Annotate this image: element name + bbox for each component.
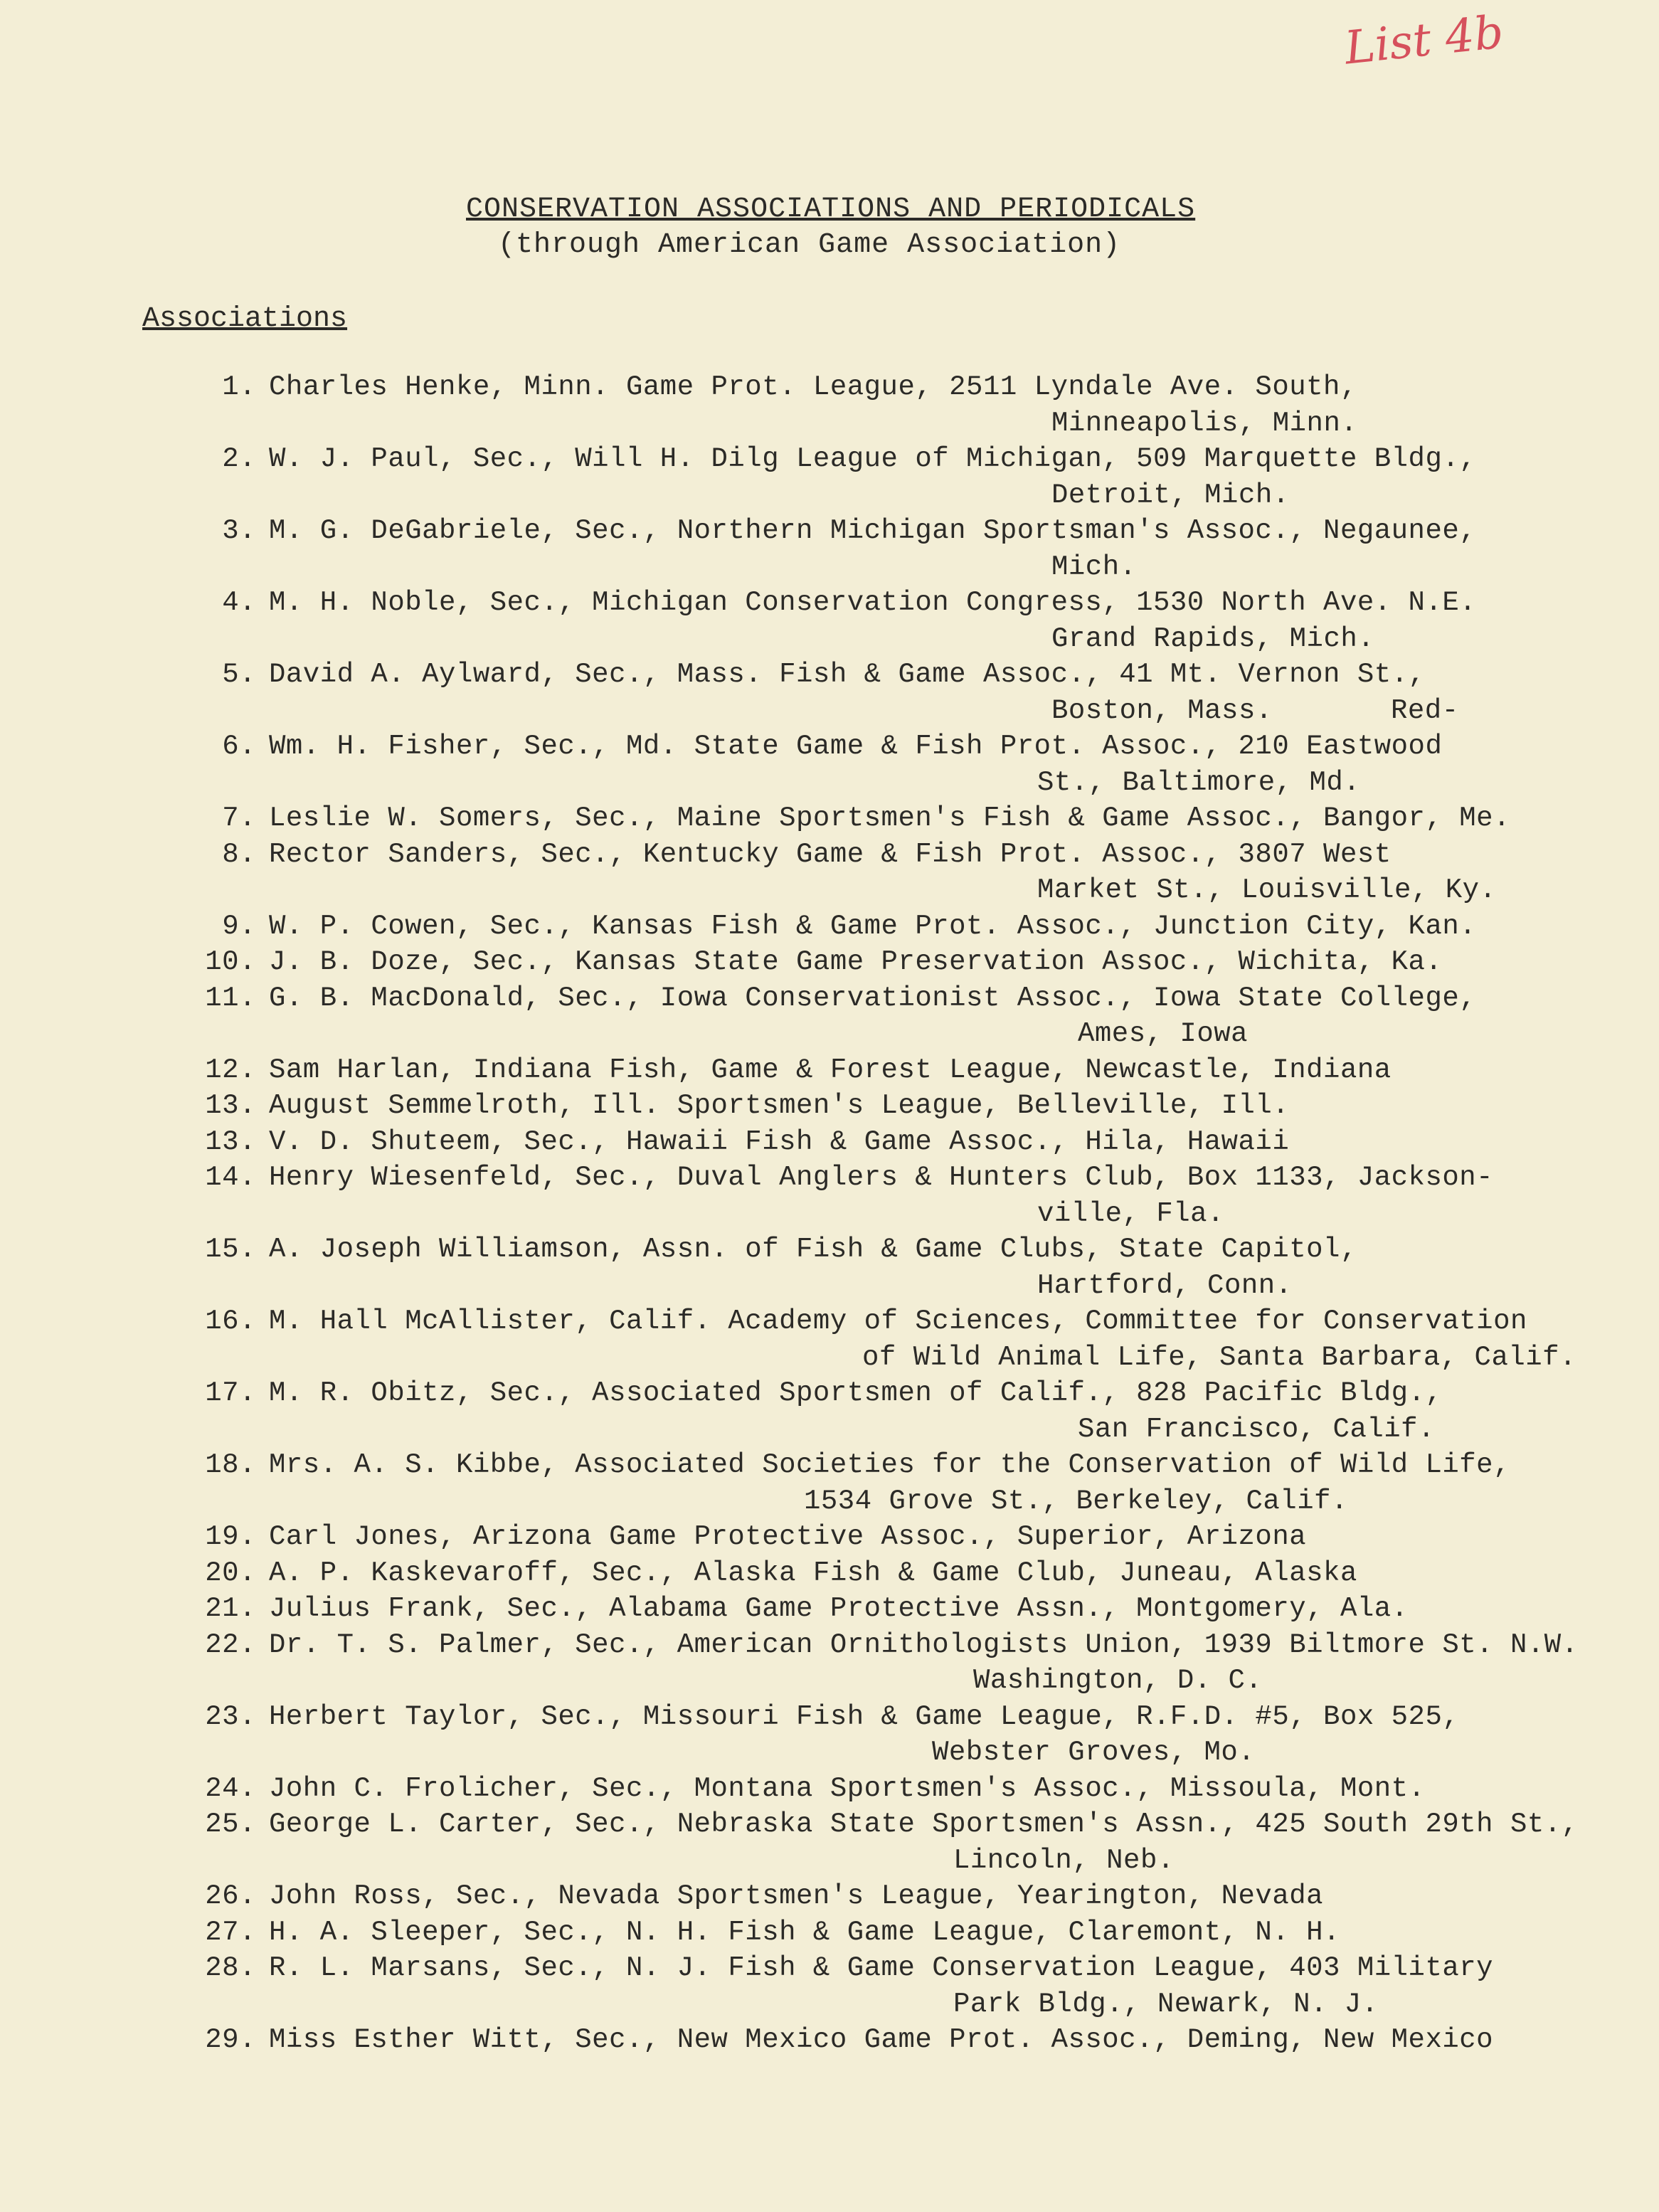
entry-number: 28. [205,1952,256,1984]
list-item [0,1521,1659,1557]
handwritten-note: List 4b [1342,6,1506,75]
entry-number: 29. [205,2024,256,2055]
entry-first-line [0,1054,1659,1091]
entry-first-line [0,1629,1659,1666]
entry-continuation: Webster Groves, Mo. [932,1737,1256,1768]
entry-continuation-line [0,551,1659,588]
list-item [0,1773,1659,1809]
entry-number: 3. [222,515,256,546]
document-subtitle: (through American Game Association) [498,229,1121,261]
list-item [0,1629,1659,1701]
entry-number: 13. [205,1126,256,1158]
list-item [0,1809,1659,1880]
entry-number: 8. [222,838,256,870]
entry-number: 7. [222,803,256,834]
entry-number: 24. [205,1772,256,1804]
entry-number: 26. [205,1880,256,1912]
entry-first-line [0,587,1659,623]
entry-text: Dr. T. S. Palmer, Sec., American Ornithologists Union, 1939 Biltmore St. N.W. [269,1629,1579,1661]
entry-continuation-line [0,408,1659,444]
list-item [0,1880,1659,1917]
entry-first-line [0,1701,1659,1737]
entry-number: 16. [205,1306,256,1337]
entry-continuation: Minneapolis, Minn. [1051,407,1358,439]
entry-text: Sam Harlan, Indiana Fish, Game & Forest League, Newcastle, Indiana [269,1054,1392,1086]
entry-first-line [0,731,1659,767]
entry-continuation: Grand Rapids, Mich. [1051,623,1375,655]
list-item [0,1234,1659,1306]
list-item [0,1377,1659,1449]
entry-continuation-line [0,1989,1659,2025]
entry-first-line [0,1126,1659,1163]
entry-text: W. P. Cowen, Sec., Kansas Fish & Game Prot. Assoc., Junction City, Kan. [269,910,1477,942]
entry-text: Herbert Taylor, Sec., Missouri Fish & Game League, R.F.D. #5, Box 525, [269,1700,1460,1732]
list-item [0,946,1659,983]
entry-continuation-line [0,767,1659,803]
entry-first-line [0,1917,1659,1953]
entry-number: 6. [222,731,256,762]
entry-number: 17. [205,1377,256,1409]
entry-text: M. H. Noble, Sec., Michigan Conservation Congress, 1530 North Ave. N.E. [269,587,1477,618]
entry-text: R. L. Marsans, Sec., N. J. Fish & Game Conservation League, 403 Military [269,1952,1494,1984]
entry-first-line [0,839,1659,875]
entry-text: A. Joseph Williamson, Assn. of Fish & Game Clubs, State Capitol, [269,1234,1357,1265]
entry-continuation: San Francisco, Calif. [1078,1413,1435,1445]
entry-continuation-line [0,1737,1659,1773]
entry-continuation: St., Baltimore, Md. [1037,766,1361,798]
entry-text: M. G. DeGabriele, Sec., Northern Michigan Sportsman's Assoc., Negaunee, [269,515,1477,546]
entry-first-line [0,1521,1659,1557]
entry-first-line [0,946,1659,983]
list-item [0,911,1659,947]
list-item [0,731,1659,803]
entry-number: 4. [222,587,256,618]
entry-first-line [0,803,1659,839]
entry-number: 23. [205,1700,256,1732]
entry-first-line [0,911,1659,947]
entry-continuation-line [0,1198,1659,1234]
entry-first-line [0,1557,1659,1594]
entry-continuation-line [0,1342,1659,1378]
entry-first-line [0,1234,1659,1270]
entry-first-line [0,1449,1659,1486]
entry-number: 5. [222,659,256,690]
entry-continuation-line [0,480,1659,516]
entry-continuation: Washington, D. C. [973,1665,1263,1696]
entry-text: Wm. H. Fisher, Sec., Md. State Game & Fish Prot. Assoc., 210 Eastwood [269,731,1443,762]
list-item [0,1126,1659,1163]
entry-first-line [0,443,1659,480]
entry-first-line [0,1880,1659,1917]
entry-continuation-line [0,695,1659,731]
entry-text: Carl Jones, Arizona Game Protective Assoc., Superior, Arizona [269,1521,1307,1552]
entry-continuation: Market St., Louisville, Ky. [1037,874,1497,906]
list-item [0,1306,1659,1377]
entry-text: Julius Frank, Sec., Alabama Game Protective Assn., Montgomery, Ala. [269,1593,1409,1624]
entry-text: W. J. Paul, Sec., Will H. Dilg League of Michigan, 509 Marquette Bldg., [269,443,1477,475]
entry-number: 11. [205,982,256,1014]
entry-text: Henry Wiesenfeld, Sec., Duval Anglers & Hunters Club, Box 1133, Jackson- [269,1162,1494,1193]
list-item [0,1054,1659,1091]
entry-first-line [0,1809,1659,1845]
list-item [0,1593,1659,1629]
entry-continuation: Mich. [1051,551,1137,583]
list-item [0,443,1659,515]
entry-number: 22. [205,1629,256,1661]
list-item [0,1090,1659,1126]
list-item [0,515,1659,587]
entry-continuation: Park Bldg., Newark, N. J. [953,1988,1379,2020]
entry-number: 12. [205,1054,256,1086]
entry-text: J. B. Doze, Sec., Kansas State Game Preservation Assoc., Wichita, Ka. [269,946,1443,978]
list-item [0,1952,1659,2024]
entry-text: George L. Carter, Sec., Nebraska State Sportsmen's Assn., 425 South 29th St., [269,1809,1579,1840]
section-heading-associations: Associations [142,303,348,335]
entry-number: 13. [205,1090,256,1121]
entry-text: Miss Esther Witt, Sec., New Mexico Game Prot. Assoc., Deming, New Mexico [269,2024,1494,2055]
entry-first-line [0,1162,1659,1198]
entry-text: G. B. MacDonald, Sec., Iowa Conservationist Assoc., Iowa State College, [269,982,1477,1014]
list-item [0,2024,1659,2060]
entry-first-line [0,515,1659,551]
entry-continuation: Hartford, Conn. [1037,1269,1293,1301]
entry-continuation-line [0,623,1659,660]
list-item [0,371,1659,443]
margin-note: Red- [1391,694,1459,726]
entry-continuation: Lincoln, Neb. [953,1844,1175,1876]
entry-text: M. R. Obitz, Sec., Associated Sportsmen of Calif., 828 Pacific Bldg., [269,1377,1443,1409]
list-item [0,587,1659,659]
list-item [0,659,1659,731]
entry-number: 1. [222,371,256,403]
entry-first-line [0,1306,1659,1342]
entry-text: August Semmelroth, Ill. Sportsmen's League, Belleville, Ill. [269,1090,1290,1121]
entry-continuation-line [0,1665,1659,1701]
entry-continuation-line [0,874,1659,911]
entry-text: H. A. Sleeper, Sec., N. H. Fish & Game League, Claremont, N. H. [269,1916,1340,1948]
entry-first-line [0,1090,1659,1126]
entry-number: 19. [205,1521,256,1552]
list-item [0,1701,1659,1773]
entry-number: 10. [205,946,256,978]
entry-continuation: Boston, Mass. [1051,694,1273,726]
entry-text: Mrs. A. S. Kibbe, Associated Societies for the Conservation of Wild Life, [269,1449,1510,1481]
entry-number: 14. [205,1162,256,1193]
entry-first-line [0,1593,1659,1629]
list-item [0,1557,1659,1594]
associations-list [0,371,1659,2060]
list-item [0,1917,1659,1953]
list-item [0,839,1659,911]
entry-number: 20. [205,1557,256,1589]
entry-number: 25. [205,1809,256,1840]
entry-first-line [0,1377,1659,1414]
entry-continuation: of Wild Animal Life, Santa Barbara, Calif. [862,1341,1576,1373]
entry-text: M. Hall McAllister, Calif. Academy of Sciences, Committee for Conservation [269,1306,1527,1337]
entry-number: 18. [205,1449,256,1481]
entry-text: Charles Henke, Minn. Game Prot. League, 2511 Lyndale Ave. South, [269,371,1357,403]
entry-text: John Ross, Sec., Nevada Sportsmen's League, Yearington, Nevada [269,1880,1324,1912]
entry-first-line [0,2024,1659,2060]
entry-text: Rector Sanders, Sec., Kentucky Game & Fish Prot. Assoc., 3807 West [269,838,1392,870]
entry-first-line [0,1952,1659,1989]
entry-continuation: ville, Fla. [1037,1197,1224,1229]
entry-continuation-line [0,1845,1659,1881]
entry-text: A. P. Kaskevaroff, Sec., Alaska Fish & Game Club, Juneau, Alaska [269,1557,1357,1589]
entry-text: David A. Aylward, Sec., Mass. Fish & Game Assoc., 41 Mt. Vernon St., [269,659,1426,690]
document-title: CONSERVATION ASSOCIATIONS AND PERIODICALS [466,194,1196,226]
entry-continuation-line [0,1414,1659,1450]
entry-continuation-line [0,1018,1659,1054]
entry-text: John C. Frolicher, Sec., Montana Sportsmen's Assoc., Missoula, Mont. [269,1772,1426,1804]
entry-continuation: 1534 Grove St., Berkeley, Calif. [804,1485,1348,1517]
entry-first-line [0,371,1659,408]
list-item [0,803,1659,839]
entry-number: 27. [205,1916,256,1948]
entry-first-line [0,659,1659,695]
entry-continuation: Detroit, Mich. [1051,479,1290,511]
entry-number: 9. [222,910,256,942]
entry-text: V. D. Shuteem, Sec., Hawaii Fish & Game Assoc., Hila, Hawaii [269,1126,1290,1158]
entry-first-line [0,983,1659,1019]
entry-number: 15. [205,1234,256,1265]
entry-continuation-line [0,1270,1659,1306]
list-item [0,1449,1659,1521]
list-item [0,1162,1659,1234]
list-item [0,983,1659,1054]
entry-number: 2. [222,443,256,475]
entry-continuation: Ames, Iowa [1078,1018,1249,1049]
entry-text: Leslie W. Somers, Sec., Maine Sportsmen's Fish & Game Assoc., Bangor, Me. [269,803,1510,834]
entry-first-line [0,1773,1659,1809]
entry-number: 21. [205,1593,256,1624]
entry-continuation-line [0,1486,1659,1522]
